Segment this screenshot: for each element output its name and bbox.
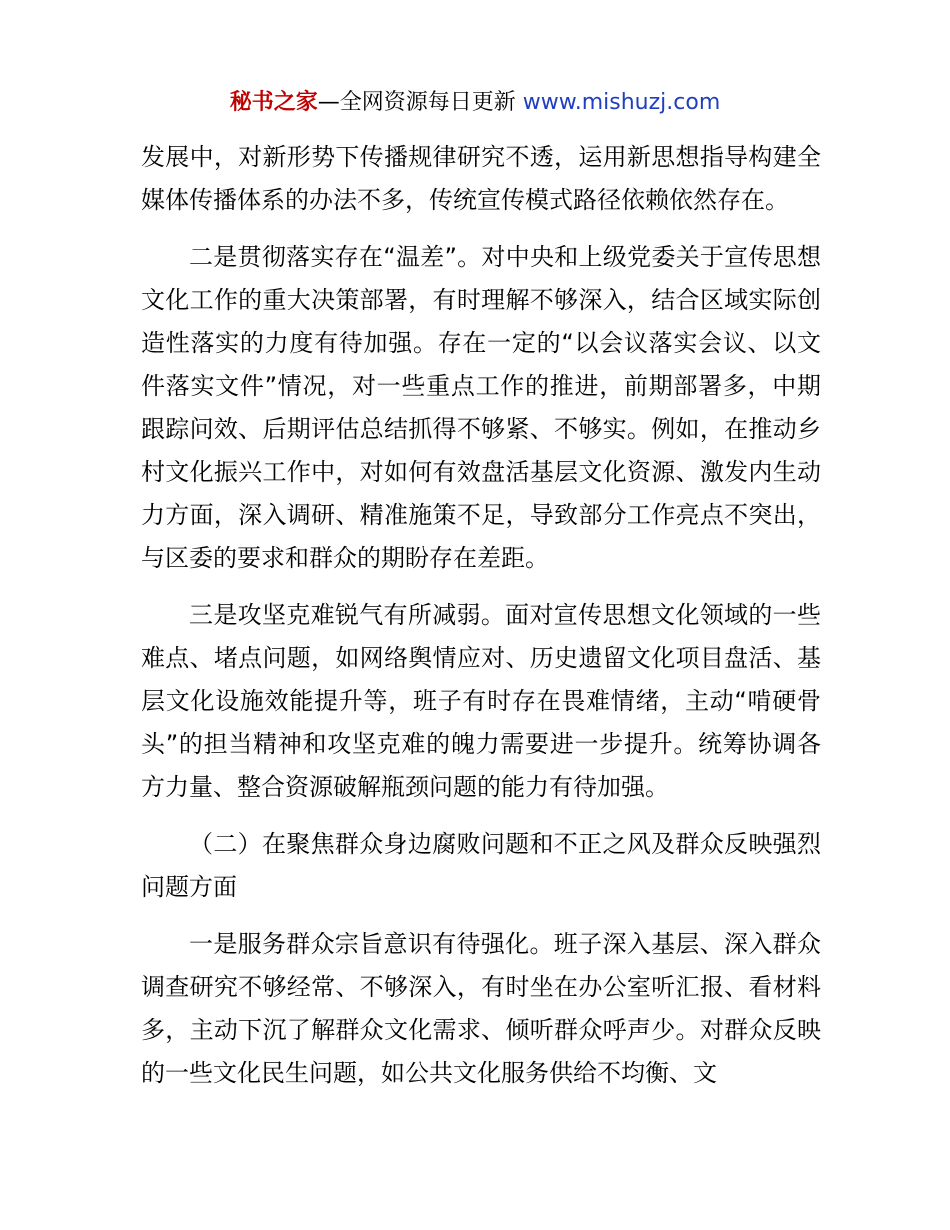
header-tagline: —全网资源每日更新 [317,90,523,115]
header-site-link[interactable]: www.mishuzj.com [522,90,721,115]
header-brand: 秘书之家 [229,90,318,115]
paragraph-continuation: 发展中，对新形势下传播规律研究不透，运用新思想指导构建全媒体传播体系的办法不多，传统宣传模式路径依赖依然存在。 [141,143,821,214]
paragraph-point-three: 三是攻坚克难锐气有所减弱。面对宣传思想文化领域的一些难点、堵点问题，如网络舆情应对、历史遗留文化项目盘活、基层文化设施效能提升等，班子有时存在畏难情绪，主动“啃硬骨头”的担当精神和攻坚克难的魄力需要进一步提升。统筹协调各方力量、整合资源破解瓶颈问题的能力有待加强。 [141,601,821,801]
section-heading: （二）在聚焦群众身边腐败问题和不正之风及群众反映强烈问题方面 [141,830,821,901]
paragraph-point-two: 二是贯彻落实存在“温差”。对中央和上级党委关于宣传思想文化工作的重大决策部署，有时理解不够深入，结合区域实际创造性落实的力度有待加强。存在一定的“以会议落实会议、以文件落实文件”情况，对一些重点工作的推进，前期部署多，中期跟踪问效、后期评估总结抓得不够紧、不够实。例如，在推动乡村文化振兴工作中，对如何有效盘活基层文化资源、激发内生动力方面，深入调研、精准施策不足，导致部分工作亮点不突出，与区委的要求和群众的期盼存在差距。 [141,243,821,572]
paragraph-point-one: 一是服务群众宗旨意识有待强化。班子深入基层、深入群众调查研究不够经常、不够深入，有时坐在办公室听汇报、看材料多，主动下沉了解群众文化需求、倾听群众呼声少。对群众反映的一些文化民生问题，如公共文化服务供给不均衡、文 [141,930,821,1087]
document-body [141,136,821,1095]
page-header [0,88,950,118]
